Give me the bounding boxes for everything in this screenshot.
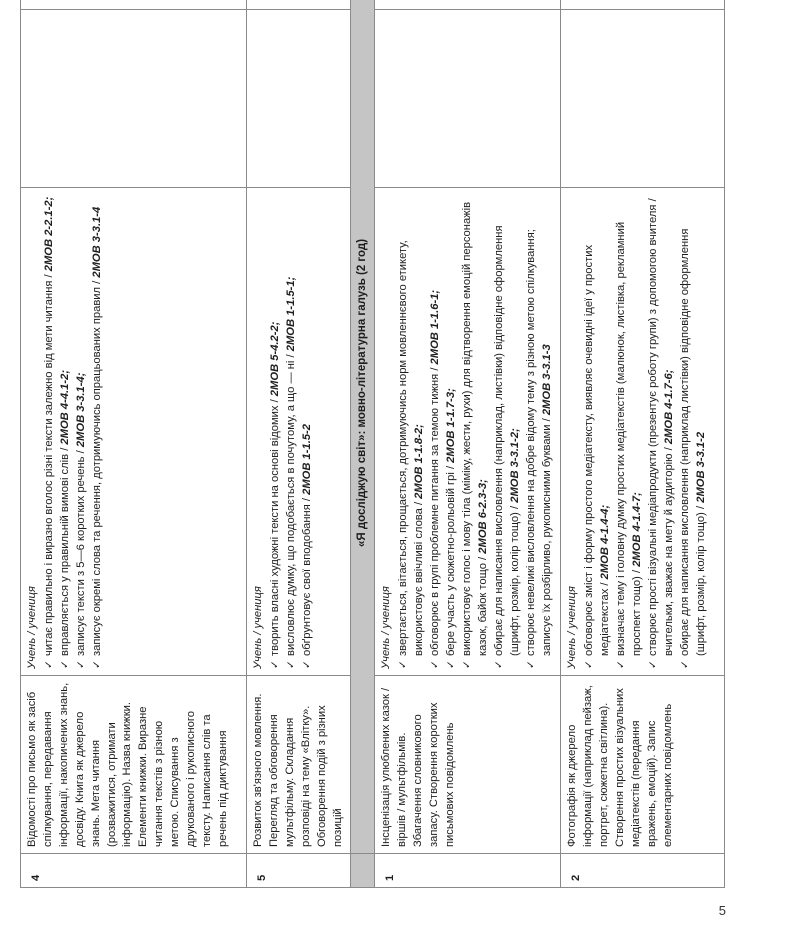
row-outcomes (561, 188, 725, 676)
list-item: ✓ створює невеликі висловлення на добре відому тему з різною метою спілкування; записує їх розбірливо, рукописними буквами / 2МОВ 3-3.1-3 (524, 194, 556, 669)
table-row (21, 0, 247, 888)
row-topic: Інсценізація улюблених казок / віршів / мультфільмів. Збагачення словникового запасу. Створення коротких письмових повідомлень (375, 676, 561, 854)
row-topic: Відомості про письмо як засіб спілкування, передавання інформації, накопичених знань, досвіду. Книга як джерело знань. Мета читання (розважитися, отримати інформацію). Назва книжки. Елементи книжки. Виразне читання текстів з різною метою. Списування з друкованого і рукописного тексту. Написання слів та речень під диктування (21, 676, 247, 854)
list-item: ✓ записує окремі слова та речення, дотримуючись опрацьованих правил / 2МОВ 3-3.1-4 (90, 194, 106, 669)
empty-cell (561, 10, 725, 188)
list-item: ✓ створює прості візуальні медіапродукти (презентує роботу групи) з допомогою вчителя / вчительки, зважає на мету й аудиторію / 2МОВ 4-1.7-6; (646, 194, 678, 669)
row-topic: Фотографія як джерело інформації (наприклад пейзаж, портрет, сюжетна світлина). Створення простих візуальних медіатекстів (передання вражень, емоцій). Запис елементарних повідомлень (561, 676, 725, 854)
page-number: 5 (718, 903, 726, 918)
list-item: ✓ використовує голос і мову тіла (міміку, жести, рухи) для відтворення емоцій персонажів казок, байок тощо / 2МОВ 6-2.3-3; (460, 194, 492, 669)
list-item: ✓ обирає для написання висловлення (наприклад, листівки) відповідне оформлення (шрифт, розмір, колір тощо) / 2МОВ 3-3.1-2; (492, 194, 524, 669)
list-item: ✓ бере участь у сюжетно-рольовій грі / 2МОВ 1-1.7-3; (444, 194, 460, 669)
role-label: Учень / учениця (380, 586, 393, 669)
role-label: Учень / учениця (252, 586, 264, 669)
list-item: ✓ творить власні художні тексти на основі відомих / 2МОВ 5-4.2-2; (268, 194, 284, 669)
empty-cell (375, 10, 561, 188)
row-number: 4 (21, 854, 247, 888)
list-item: ✓ обґрунтовує свої вподобання / 2МОВ 1-1.5-2 (300, 194, 316, 669)
list-item: ✓ обирає для написання висловлення (наприклад листівки) відповідне оформлення (шрифт, розмір, колір тощо) / 2МОВ 3-3.1-2 (678, 194, 710, 669)
outcomes-list (268, 194, 316, 669)
list-item: ✓ висловлює думку, що подобається в почутому, а що — ні / 2МОВ 1-1.5-1; (284, 194, 300, 669)
section-number-cell (351, 854, 375, 888)
section-title: «Я досліджую світ»: мовно-літературна галузь (2 год) (351, 0, 375, 854)
empty-cell (247, 10, 351, 188)
table-row (561, 0, 725, 888)
table-row (375, 0, 561, 888)
list-item: ✓ читає правильно і виразно вголос різні тексти залежно від мети читання / 2МОВ 2-2.1-2; (42, 194, 58, 669)
empty-cell (21, 0, 247, 10)
row-topic: Розвиток зв'язного мовлення. Перегляд та обговорення мультфільму. Складання розповіді на тему «Влітку». Обговорення подій з різних позицій (247, 676, 351, 854)
curriculum-table (20, 0, 725, 888)
list-item: ✓ обговорює зміст і форму простого медіатексту, виявляє очевидні ідеї у простих медіатекстах / 2МОВ 4-1.4-4; (582, 194, 614, 669)
section-header-row (351, 0, 375, 888)
list-item: ✓ обговорює в групі проблемне питання за темою тижня / 2МОВ 1-1.6-1; (428, 194, 444, 669)
empty-cell (247, 0, 351, 10)
list-item: ✓ звертається, вітається, прощається, дотримуючись норм мовленнєвого етикету, використовує ввічливі слова / 2МОВ 1-1.8-2; (396, 194, 428, 669)
empty-cell (375, 0, 561, 10)
row-number: 2 (561, 854, 725, 888)
row-number: 5 (247, 854, 351, 888)
outcomes-list (582, 194, 709, 669)
outcomes-list (396, 194, 555, 669)
empty-cell (561, 0, 725, 10)
row-outcomes (247, 188, 351, 676)
role-label: Учень / учениця (26, 586, 38, 669)
row-outcomes (21, 188, 247, 676)
list-item: ✓ вправляється у правильній вимові слів / 2МОВ 4-4.1-2; (58, 194, 74, 669)
rotated-table-page (20, 10, 720, 888)
table-row (247, 0, 351, 888)
row-outcomes (375, 188, 561, 676)
outcomes-list (42, 194, 106, 669)
list-item: ✓ визначає тему і головну думку простих медіатекстів (малюнок, листівка, рекламний проспект тощо) / 2МОВ 4-1.4-7; (614, 194, 646, 669)
list-item: ✓ записує тексти з 5—6 коротких речень / 2МОВ 3-3.1-4; (74, 194, 90, 669)
row-number: 1 (375, 854, 561, 888)
role-label: Учень / учениця (566, 586, 579, 669)
empty-cell (21, 10, 247, 188)
